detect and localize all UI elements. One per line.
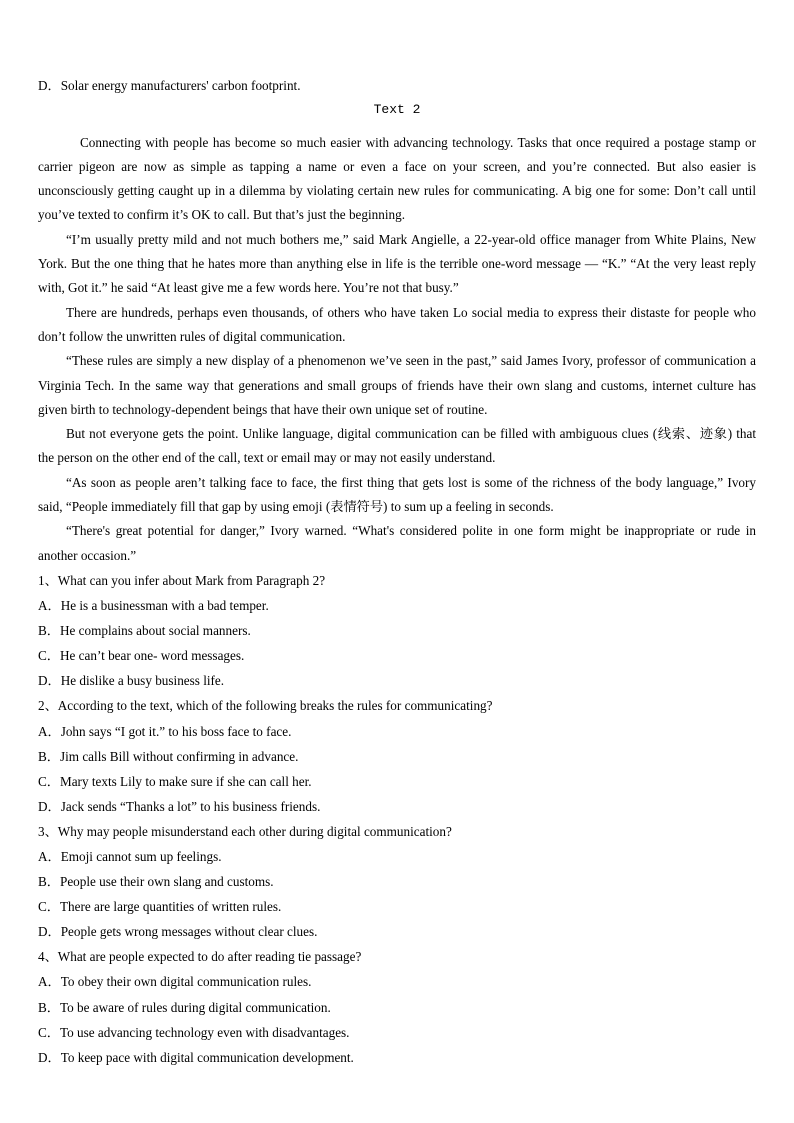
option-c: C．There are large quantities of written rules. (38, 899, 282, 915)
option-d: D．He dislike a busy business life. (38, 673, 225, 689)
paragraph-6: “As soon as people aren’t talking face to face, the first thing that gets lost is some of the richness of the body language,” Ivory said, “People immediately fill that gap by using emoji (表情符号) to sum up a feeling in seconds. (38, 474, 756, 515)
option-a: A．John says “I got it.” to his boss face to face. (38, 723, 292, 739)
previous-option-d: D．Solar energy manufacturers' carbon footprint. (38, 78, 301, 93)
paragraph-5: But not everyone gets the point. Unlike language, digital communication can be filled with ambiguous clues (线索、迹象) that the person on the other end of the call, text or email may or may not easily understand. (38, 426, 756, 466)
option-c: C．To use advancing technology even with disadvantages. (38, 1024, 350, 1040)
question-stem: 1、What can you infer about Mark from Paragraph 2? (38, 572, 326, 588)
paragraph-3: There are hundreds, perhaps even thousands, of others who have taken Lo social media to express their distaste for people who don’t follow the unwritten rules of digital communication. (38, 304, 756, 344)
option-b: B．He complains about social manners. (38, 623, 251, 639)
document-page (38, 74, 756, 1070)
paragraph-1: Connecting with people has become so much easier with advancing technology. Tasks that once required a postage stamp or carrier pigeon are now as simple as tapping a name or even a face on your screen, and you’re connected. But also easier is unconsciously getting caught up in a dilemma by violating certain new rules for communicating. A big one for some: Don’t call until you’ve texted to confirm it’s OK to call. But that’s just the beginning. (38, 134, 756, 223)
option-a: A．Emoji cannot sum up feelings. (38, 848, 222, 864)
text-title: Text 2 (373, 101, 421, 117)
question-1 (38, 568, 756, 693)
paragraph-7: “There's great potential for danger,” Ivory warned. “What's considered polite in one form might be inappropriate or rude in another occasion.” (38, 523, 756, 563)
question-stem: 4、What are people expected to do after reading tie passage? (38, 949, 362, 965)
question-3 (38, 819, 756, 944)
option-d: D．People gets wrong messages without clear clues. (38, 924, 318, 940)
option-d: D．Jack sends “Thanks a lot” to his business friends. (38, 798, 321, 814)
option-b: B．To be aware of rules during digital communication. (38, 999, 331, 1015)
question-2 (38, 693, 756, 818)
paragraph-4: “These rules are simply a new display of a phenomenon we’ve seen in the past,” said James Ivory, professor of communication a Virginia Tech. In the same way that generations and small groups of friends have their own slang and customs, internet culture has given birth to technology-dependent beings that have their own unique set of routine. (38, 353, 756, 417)
option-b: B．Jim calls Bill without confirming in advance. (38, 748, 299, 764)
option-c: C．Mary texts Lily to make sure if she can call her. (38, 773, 312, 789)
question-4 (38, 944, 756, 1069)
option-a: A．He is a businessman with a bad temper. (38, 598, 269, 614)
option-b: B．People use their own slang and customs. (38, 874, 274, 890)
question-stem: 3、Why may people misunderstand each other during digital communication? (38, 823, 452, 839)
option-a: A．To obey their own digital communication rules. (38, 974, 312, 990)
paragraph-2: “I’m usually pretty mild and not much bothers me,” said Mark Angielle, a 22-year-old office manager from White Plains, New York. But the one thing that he hates more than anything else in life is the terrible one-word message — “K.” “At the very least reply with, Got it.” he said “At least give me a few words here. You’re not that busy.” (38, 231, 756, 296)
option-d: D．To keep pace with digital communication development. (38, 1049, 354, 1065)
option-c: C．He can’t bear one- word messages. (38, 648, 245, 664)
question-stem: 2、According to the text, which of the following breaks the rules for communicating? (38, 698, 493, 714)
